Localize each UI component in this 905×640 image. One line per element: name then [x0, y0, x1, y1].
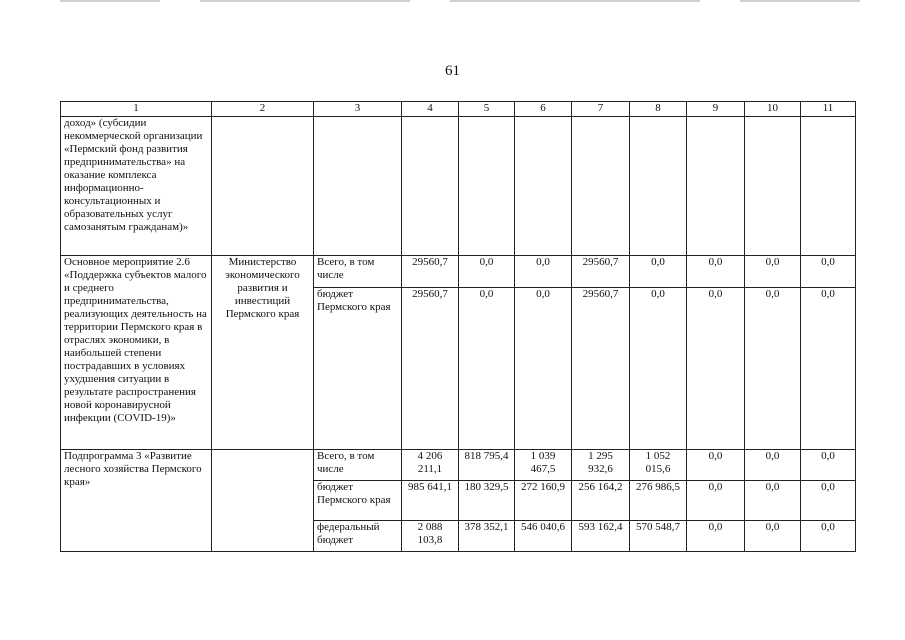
value-cell: 570 548,7 [630, 521, 687, 552]
budget-table [60, 101, 856, 552]
table-row [61, 450, 856, 481]
executor: Министерство экономического развития и инвестиций Пермского края [212, 256, 314, 450]
column-header: 5 [459, 102, 515, 117]
column-header: 10 [745, 102, 801, 117]
top-edge-line [60, 0, 160, 2]
activity-name: Основное мероприятие 2.6 «Поддержка субъектов малого и среднего предпринимательства, реализующих деятельность на территории Пермского края в отраслях экономики, в наибольшей степени пострадавших в условиях ухудшения ситуации в результате распространения новой коронавирусной инфекции (COVID-19)» [61, 256, 212, 450]
value-cell: 4 206 211,1 [402, 450, 459, 481]
value-cell: 818 795,4 [459, 450, 515, 481]
column-header: 7 [572, 102, 630, 117]
value-cell: 276 986,5 [630, 481, 687, 521]
value-cell: 0,0 [801, 450, 856, 481]
top-edge-line [740, 0, 860, 2]
funding-source: федеральный бюджет [314, 521, 402, 552]
value-cell: 546 040,6 [515, 521, 572, 552]
executor [212, 450, 314, 552]
value-cell: 0,0 [745, 481, 801, 521]
value-cell: 256 164,2 [572, 481, 630, 521]
top-edge-line [200, 0, 410, 2]
value-cell: 2 088 103,8 [402, 521, 459, 552]
value-cell: 29560,7 [402, 256, 459, 288]
value-cell: 0,0 [687, 288, 745, 450]
value-cell: 0,0 [745, 256, 801, 288]
column-header: 1 [61, 102, 212, 117]
page-number: 61 [445, 63, 460, 79]
value-cell: 0,0 [801, 288, 856, 450]
funding-source: бюджет Пермского края [314, 481, 402, 521]
activity-name: доход» (субсидии некоммерческой организации «Пермский фонд развития предпринимательства» на оказание комплекса информационно-консультационных и образовательных услуг самозанятым гражданам)» [61, 117, 212, 256]
value-cell: 0,0 [687, 450, 745, 481]
table-row [61, 117, 856, 256]
funding-source: бюджет Пермского края [314, 288, 402, 450]
value-cell: 0,0 [459, 256, 515, 288]
value-cell: 1 052 015,6 [630, 450, 687, 481]
value-cell: 0,0 [801, 256, 856, 288]
column-header: 9 [687, 102, 745, 117]
column-header: 2 [212, 102, 314, 117]
funding-source: Всего, в том числе [314, 450, 402, 481]
table-row [61, 256, 856, 288]
top-edge-line [450, 0, 700, 2]
column-header: 6 [515, 102, 572, 117]
value-cell: 29560,7 [572, 288, 630, 450]
value-cell: 29560,7 [572, 256, 630, 288]
value-cell: 593 162,4 [572, 521, 630, 552]
value-cell: 1 039 467,5 [515, 450, 572, 481]
value-cell: 0,0 [515, 288, 572, 450]
column-header: 3 [314, 102, 402, 117]
value-cell: 0,0 [801, 481, 856, 521]
value-cell: 0,0 [745, 521, 801, 552]
value-cell: 0,0 [801, 521, 856, 552]
column-header: 4 [402, 102, 459, 117]
value-cell: 985 641,1 [402, 481, 459, 521]
value-cell: 0,0 [459, 288, 515, 450]
value-cell: 0,0 [687, 521, 745, 552]
value-cell: 0,0 [515, 256, 572, 288]
value-cell: 378 352,1 [459, 521, 515, 552]
activity-name: Подпрограмма 3 «Развитие лесного хозяйства Пермского края» [61, 450, 212, 552]
value-cell: 0,0 [630, 256, 687, 288]
value-cell: 0,0 [630, 288, 687, 450]
column-header: 8 [630, 102, 687, 117]
value-cell: 272 160,9 [515, 481, 572, 521]
value-cell: 0,0 [745, 450, 801, 481]
value-cell: 0,0 [687, 481, 745, 521]
value-cell: 1 295 932,6 [572, 450, 630, 481]
value-cell: 0,0 [687, 256, 745, 288]
value-cell: 29560,7 [402, 288, 459, 450]
funding-source: Всего, в том числе [314, 256, 402, 288]
column-header: 11 [801, 102, 856, 117]
value-cell: 0,0 [745, 288, 801, 450]
header-row [61, 102, 856, 117]
value-cell: 180 329,5 [459, 481, 515, 521]
